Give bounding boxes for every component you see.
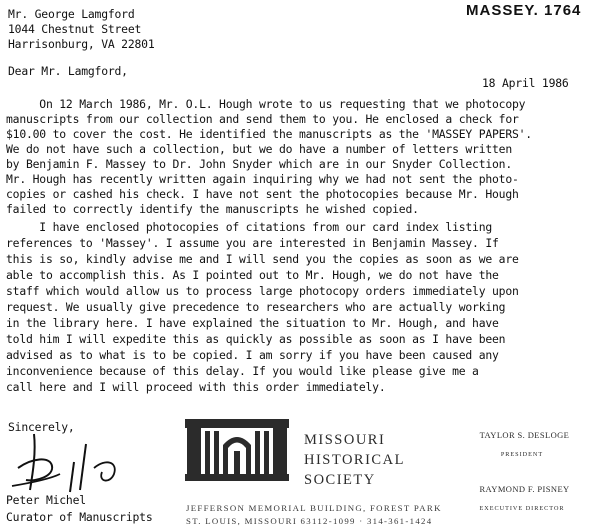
signer-title: Curator of Manuscripts xyxy=(6,510,153,524)
director-title: EXECUTIVE DIRECTOR xyxy=(479,505,565,512)
society-address-line2: ST. LOUIS, MISSOURI 63112-1099 · 314-361-1424 xyxy=(186,516,433,526)
handwritten-signature xyxy=(6,428,156,496)
body-line: $10.00 to cover the cost. He identified the manuscripts as the 'MASSEY PAPERS'. xyxy=(6,127,532,141)
body-line: Mr. Hough has recently written again inquiring why we had not sent the photo- xyxy=(6,172,519,186)
body-line: references to 'Massey'. I assume you are interested in Benjamin Massey. If xyxy=(6,236,499,250)
body-line: On 12 March 1986, Mr. O.L. Hough wrote to us requesting that we photocopy xyxy=(6,97,526,111)
director-block xyxy=(452,474,592,522)
letter-date: 18 April 1986 xyxy=(482,76,569,90)
body-line: inconvenience because of this delay. If you would like please give me a xyxy=(6,364,479,378)
body-line: this is so, kindly advise me and I will send you the copies as soon as we are xyxy=(6,252,519,266)
recipient-street: 1044 Chestnut Street xyxy=(8,22,142,36)
society-name-line: HISTORICAL xyxy=(304,452,405,468)
body-line: advised as to what is to be copied. I am sorry if you have been caused any xyxy=(6,348,499,362)
body-line: failed to correctly identify the manuscripts he wished copied. xyxy=(6,202,419,216)
body-line: told him I will expedite this as quickly as possible as soon as I have been xyxy=(6,332,506,346)
archive-mark: MASSEY. 1764 xyxy=(466,2,582,19)
body-line: by Benjamin F. Massey to Dr. John Snyder which are in our Snyder Collection. xyxy=(6,157,512,171)
recipient-city: Harrisonburg, VA 22801 xyxy=(8,37,155,51)
society-name-line: MISSOURI xyxy=(304,432,386,448)
society-building-logo xyxy=(185,419,289,481)
director-name: RAYMOND F. PISNEY xyxy=(479,484,570,494)
body-line: manuscripts from our collection and send them to you. He enclosed a check for xyxy=(6,112,519,126)
body-line: in the library here. I have explained the situation to Mr. Hough, and have xyxy=(6,316,499,330)
society-name-line: SOCIETY xyxy=(304,472,376,488)
closing: Sincerely, xyxy=(8,420,75,434)
president-name: TAYLOR S. DESLOGE xyxy=(479,430,570,440)
signer-name: Peter Michel xyxy=(6,493,86,507)
society-address-line1: JEFFERSON MEMORIAL BUILDING, FOREST PARK xyxy=(186,503,442,513)
body-line: call here and I will proceed with this order immediately. xyxy=(6,380,386,394)
recipient-name: Mr. George Lamgford xyxy=(8,7,135,21)
president-block xyxy=(452,420,592,468)
salutation: Dear Mr. Lamgford, xyxy=(8,64,128,78)
body-line: We do not have such a collection, but we do have a number of letters written xyxy=(6,142,512,156)
body-line: request. We usually give precedence to researchers who are actually working xyxy=(6,300,506,314)
body-line: I have enclosed photocopies of citations from our card index listing xyxy=(6,220,493,234)
body-line: staff which would allow us to process large photocopy orders immediately upon xyxy=(6,284,519,298)
president-title: PRESIDENT xyxy=(500,451,544,458)
body-line: able to accomplish this. As I pointed out to Mr. Hough, we do not have the xyxy=(6,268,499,282)
body-line: copies or cashed his check. I have not sent the photocopies because Mr. Hough xyxy=(6,187,519,201)
